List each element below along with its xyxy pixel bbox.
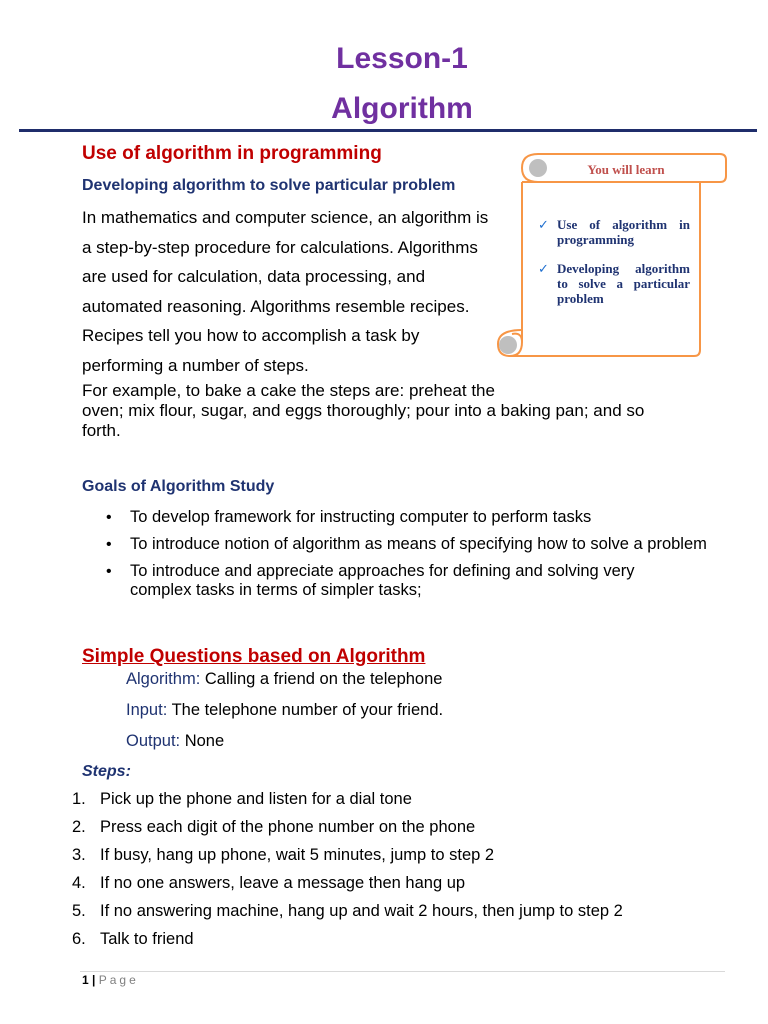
sidebar-item-text: Use of algorithm in programming — [557, 217, 690, 247]
list-item: 5. If no answering machine, hang up and wait 2 hours, then jump to step 2 — [72, 902, 623, 920]
goals-list — [82, 508, 712, 600]
steps-label: Steps: — [82, 763, 131, 780]
input-definition — [126, 701, 443, 720]
list-item: 2. Press each digit of the phone number on the phone — [72, 818, 476, 836]
footer-divider — [80, 971, 725, 972]
intro-line: a step-by-step procedure for calculations. Algorithms — [82, 237, 478, 257]
input-value: The telephone number of your friend. — [167, 701, 444, 719]
sidebar-item — [532, 261, 690, 306]
goals-heading: Goals of Algorithm Study — [82, 478, 275, 495]
list-item: • To introduce notion of algorithm as means of specifying how to solve a problem — [130, 535, 712, 554]
output-definition — [126, 732, 224, 751]
scroll-curl-icon — [499, 336, 517, 354]
sidebar-item-text: Developing algorithm to solve a particular problem — [557, 261, 690, 306]
section-heading-use-of-algorithm: Use of algorithm in programming — [82, 143, 382, 164]
sidebar-item — [532, 217, 690, 247]
page-footer — [82, 973, 139, 987]
output-label: Output: — [126, 732, 181, 750]
list-item: 1. Pick up the phone and listen for a dial tone — [72, 790, 412, 808]
algorithm-value: Calling a friend on the telephone — [200, 670, 443, 688]
example-line: oven; mix flour, sugar, and eggs thoroughly; pour into a baking pan; and so — [82, 401, 645, 420]
intro-line: In mathematics and computer science, an algorithm is — [82, 208, 489, 227]
steps-list — [0, 789, 720, 957]
intro-line: are used for calculation, data processing, and — [82, 267, 426, 286]
steps-list-wrapper — [0, 789, 720, 957]
questions-heading: Simple Questions based on Algorithm — [82, 646, 426, 667]
list-item: • To develop framework for instructing computer to perform tasks — [130, 508, 712, 527]
output-value: None — [180, 732, 225, 750]
title-divider — [19, 129, 757, 132]
footer-separator: | — [88, 973, 99, 987]
checkmark-icon: ✓ — [538, 261, 549, 276]
intro-line: performing a number of steps. — [82, 355, 309, 375]
example-paragraph — [82, 381, 742, 441]
list-item: 3. If busy, hang up phone, wait 5 minutes, jump to step 2 — [72, 846, 495, 864]
list-item: • To introduce and appreciate approaches for defining and solving very complex tasks in terms of simpler tasks; — [130, 562, 650, 600]
example-line: forth. — [82, 421, 121, 440]
sidebar-title: You will learn — [587, 162, 665, 177]
page-number: 1 — [82, 973, 89, 987]
intro-line: automated reasoning. Algorithms resemble recipes. — [82, 296, 470, 316]
intro-paragraph — [82, 203, 522, 380]
algorithm-definition — [126, 670, 442, 689]
goals-list-wrapper — [82, 508, 712, 608]
list-item: 4. If no one answers, leave a message then hang up — [72, 874, 466, 892]
input-label: Input: — [126, 701, 168, 719]
sidebar-learn-list — [532, 217, 690, 320]
intro-line: Recipes tell you how to accomplish a task by — [82, 326, 420, 345]
checkmark-icon: ✓ — [538, 217, 549, 232]
list-item: 6. Talk to friend — [72, 930, 194, 948]
page-word: Page — [98, 973, 139, 987]
example-line: For example, to bake a cake the steps are: preheat the — [82, 381, 495, 400]
algorithm-label: Algorithm: — [126, 670, 201, 688]
section-subheading-developing: Developing algorithm to solve particular problem — [82, 177, 456, 194]
lesson-title: Lesson-1 — [336, 42, 468, 75]
page-title: Algorithm — [331, 92, 473, 125]
